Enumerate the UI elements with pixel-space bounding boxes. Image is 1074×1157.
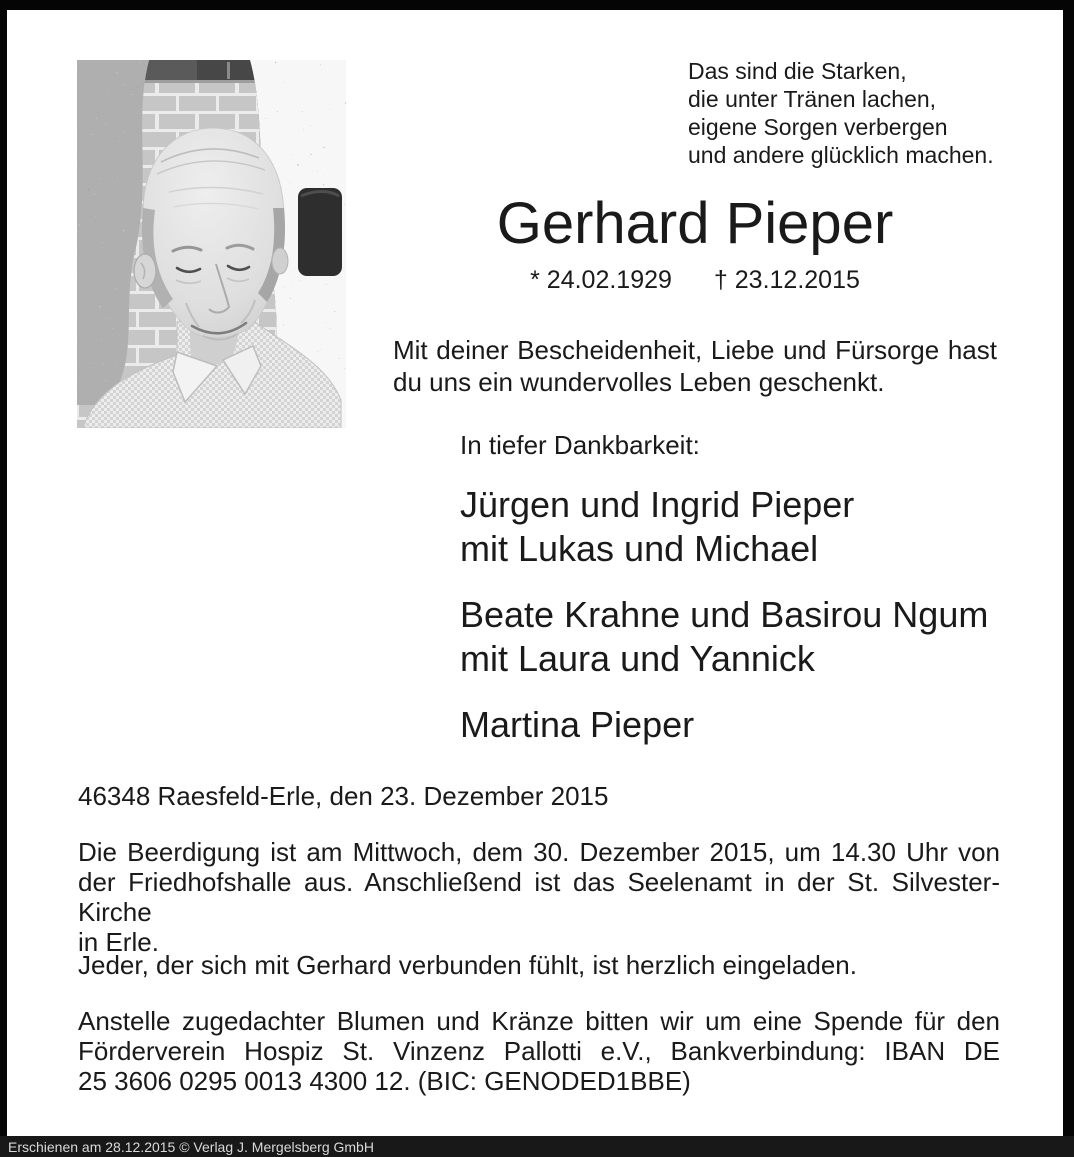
mourners-list [460,483,988,769]
verse-line: und andere glücklich machen. [688,142,994,168]
mourner-group [460,593,988,681]
tribute-line: du uns ein wundervolles Leben geschenkt. [393,367,885,397]
donation-line: Förderverein Hospiz St. Vinzenz Pallotti e.V., Bankverbindung: IBAN DE [78,1036,1000,1066]
donation-line: 25 3606 0295 0013 4300 12. (BIC: GENODED1BBE) [78,1066,691,1096]
birth-date: * 24.02.1929 [530,266,672,294]
portrait-photo [77,60,346,428]
death-date: † 23.12.2015 [713,266,860,294]
funeral-line: der Friedhofshalle aus. Anschließend ist das Seelenamt in der St. Silvester-Kirche [78,867,1000,927]
verse-line: die unter Tränen lachen, [688,86,937,112]
verse-line: eigene Sorgen verbergen [688,114,948,140]
donation-paragraph [78,1006,1000,1096]
tribute-line: Mit deiner Bescheidenheit, Liebe und Fürsorge hast [393,335,997,365]
deceased-name: Gerhard Pieper [496,191,894,256]
funeral-line: Die Beerdigung ist am Mittwoch, dem 30. Dezember 2015, um 14.30 Uhr von [78,837,1000,867]
tribute-paragraph [393,334,997,398]
funeral-line: in Erle. [78,927,159,957]
mourner-group [460,703,988,747]
invitation-line: Jeder, der sich mit Gerhard verbunden fühlt, ist herzlich eingeladen. [78,950,857,980]
verse-line: Das sind die Starken, [688,58,907,84]
mourner-line: mit Laura und Yannick [460,638,815,679]
mourner-line: Jürgen und Ingrid Pieper [460,484,855,525]
publisher-footer-text: Erschienen am 28.12.2015 © Verlag J. Mergelsberg GmbH [8,1139,374,1155]
donation-line: Anstelle zugedachter Blumen und Kränze bitten wir um eine Spende für den [78,1006,1000,1036]
life-dates [330,265,1060,295]
gratitude-label: In tiefer Dankbarkeit: [460,430,700,460]
funeral-paragraph [78,837,1000,957]
mourner-line: Martina Pieper [460,704,695,745]
portrait-photo-art [77,60,346,428]
mourner-line: mit Lukas und Michael [460,528,819,569]
epigraph-verse [688,57,994,169]
mourner-group [460,483,988,571]
place-date-line: 46348 Raesfeld-Erle, den 23. Dezember 2015 [78,781,609,811]
mourner-line: Beate Krahne und Basirou Ngum [460,594,989,635]
